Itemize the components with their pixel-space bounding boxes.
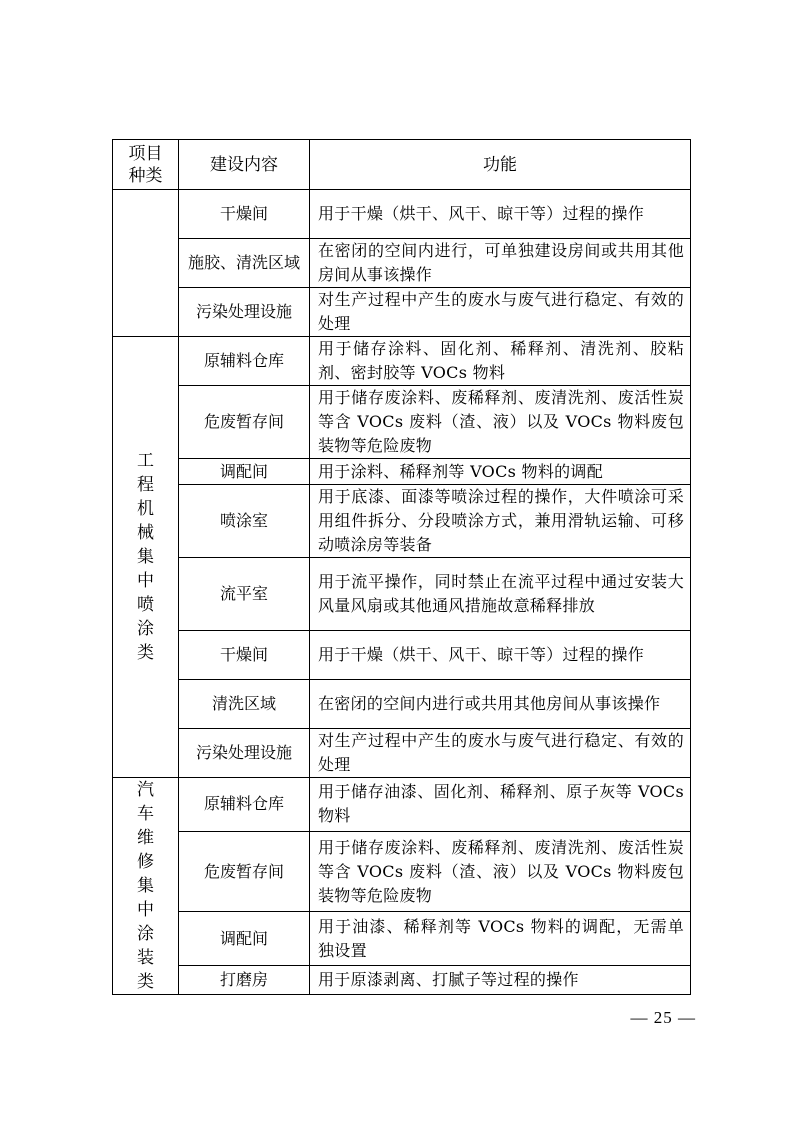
function-cell: 用于干燥（烘干、风干、晾干等）过程的操作 — [310, 631, 691, 680]
item-cell: 清洗区域 — [179, 680, 310, 729]
item-cell: 调配间 — [179, 912, 310, 966]
header-function: 功能 — [310, 140, 691, 190]
item-cell: 污染处理设施 — [179, 729, 310, 778]
table-row — [113, 680, 691, 729]
table-row — [113, 459, 691, 485]
item-cell: 喷涂室 — [179, 485, 310, 558]
function-cell: 用于储存废涂料、废稀释剂、废清洗剂、废活性炭等含 VOCs 废料（渣、液）以及 VOCs 物料废包装物等危险废物 — [310, 831, 691, 911]
table-row — [113, 239, 691, 288]
table-row — [113, 288, 691, 337]
function-cell: 用于储存油漆、固化剂、稀释剂、原子灰等 VOCs 物料 — [310, 778, 691, 832]
table-row — [113, 912, 691, 966]
item-cell: 原辅料仓库 — [179, 778, 310, 832]
function-cell: 对生产过程中产生的废水与废气进行稳定、有效的处理 — [310, 729, 691, 778]
function-cell: 用于底漆、面漆等喷涂过程的操作，大件喷涂可采用组件拆分、分段喷涂方式，兼用滑轨运输、可移动喷涂房等装备 — [310, 485, 691, 558]
table-row — [113, 778, 691, 832]
page-number: — 25 — — [630, 1008, 696, 1027]
item-cell: 原辅料仓库 — [179, 337, 310, 386]
item-cell: 危废暂存间 — [179, 386, 310, 459]
table-row — [113, 631, 691, 680]
category-cell: 汽车维修集中涂装类 — [113, 778, 179, 995]
item-cell: 危废暂存间 — [179, 831, 310, 911]
item-cell: 干燥间 — [179, 190, 310, 239]
function-cell: 用于原漆剥离、打腻子等过程的操作 — [310, 966, 691, 995]
header-category: 项目种类 — [113, 140, 179, 190]
function-cell: 用于油漆、稀释剂等 VOCs 物料的调配，无需单独设置 — [310, 912, 691, 966]
table-row — [113, 190, 691, 239]
function-cell: 在密闭的空间内进行或共用其他房间从事该操作 — [310, 680, 691, 729]
category-cell: 工程机械集中喷涂类 — [113, 337, 179, 778]
table-row — [113, 558, 691, 631]
item-cell: 施胶、清洗区域 — [179, 239, 310, 288]
table-row — [113, 831, 691, 911]
function-cell: 用于储存废涂料、废稀释剂、废清洗剂、废活性炭等含 VOCs 废料（渣、液）以及 VOCs 物料废包装物等危险废物 — [310, 386, 691, 459]
function-cell: 用于干燥（烘干、风干、晾干等）过程的操作 — [310, 190, 691, 239]
function-cell: 在密闭的空间内进行，可单独建设房间或共用其他房间从事该操作 — [310, 239, 691, 288]
category-cell — [113, 190, 179, 337]
item-cell: 流平室 — [179, 558, 310, 631]
table-row — [113, 386, 691, 459]
table-row — [113, 337, 691, 386]
item-cell: 干燥间 — [179, 631, 310, 680]
item-cell: 打磨房 — [179, 966, 310, 995]
table-row — [113, 729, 691, 778]
function-cell: 用于流平操作，同时禁止在流平过程中通过安装大风量风扇或其他通风措施故意稀释排放 — [310, 558, 691, 631]
table-row — [113, 485, 691, 558]
table-row — [113, 966, 691, 995]
facility-table — [112, 139, 691, 995]
table-header-row — [113, 140, 691, 190]
header-item: 建设内容 — [179, 140, 310, 190]
function-cell: 对生产过程中产生的废水与废气进行稳定、有效的处理 — [310, 288, 691, 337]
item-cell: 污染处理设施 — [179, 288, 310, 337]
function-cell: 用于储存涂料、固化剂、稀释剂、清洗剂、胶粘剂、密封胶等 VOCs 物料 — [310, 337, 691, 386]
function-cell: 用于涂料、稀释剂等 VOCs 物料的调配 — [310, 459, 691, 485]
item-cell: 调配间 — [179, 459, 310, 485]
